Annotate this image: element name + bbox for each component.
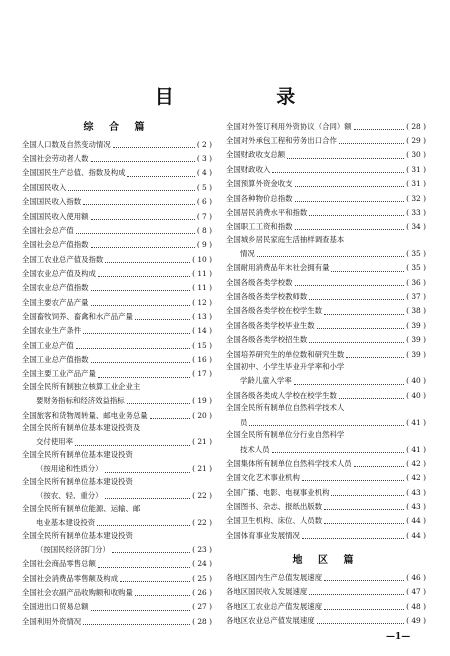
toc-entry[interactable] [226,529,426,541]
toc-entry-text: 全国国民收入使用额 [22,211,89,221]
dot-leader [91,296,191,306]
dot-leader [339,134,404,144]
toc-entry-text: 全国利用外资情况 [22,616,82,626]
toc-entry-text: 全国旅客和货物周转量、邮电业务总量 [22,410,148,420]
toc-page-number: ( 36 ) [406,277,426,287]
toc-page-number: ( 11 ) [192,283,212,293]
toc-entry-text: 全国主要工业产品产量 [22,369,96,379]
dot-leader [287,149,404,159]
toc-entry-text: 学龄儿童入学率 [240,376,292,386]
toc-entry-text: 全国畜牧饲养、畜禽和水产品产量 [22,311,133,321]
toc-entry[interactable] [226,290,426,302]
toc-entry[interactable] [22,224,212,236]
toc-entry-text: 全国初中、小学生毕业升学率和小学 [226,362,345,372]
toc-entry-text: 全国全民所有制单位基本建设投资 [22,449,133,459]
toc-page-number: ( 41 ) [406,444,426,454]
toc-entry[interactable] [226,571,426,583]
toc-entry-text: 全国进出口贸易总额 [22,602,89,612]
toc-entry-text: 全国社会总产值 [22,225,74,235]
toc-entry-text: 全国主要农产品产量 [22,297,89,307]
toc-page-number: ( 6 ) [196,197,212,207]
toc-entry[interactable] [226,389,426,401]
toc-entry-text: 全国全民所有制单位基本建设投资 [22,530,133,540]
toc-entry[interactable] [226,120,426,132]
toc-entry[interactable] [22,339,212,351]
toc-page-number: ( 34 ) [406,222,426,232]
dot-leader [97,516,190,526]
toc-entry[interactable] [226,600,426,612]
toc-entry-text: 全国社会总产值指数 [22,240,89,250]
dot-leader [120,572,190,582]
toc-left-column [22,120,212,629]
toc-page-number: ( 37 ) [406,292,426,302]
toc-entry-text: 全国居民消费水平和指数 [226,207,308,217]
toc-entry[interactable] [226,163,426,175]
toc-page-number: ( 3 ) [196,154,212,164]
dot-leader [135,586,190,596]
toc-entry-text: 全国各级各类成人学校在校学生数 [226,390,337,400]
toc-page-number: ( 43 ) [406,501,426,511]
toc-entry-text: 全国全民所有制独立核算工业企业主 [22,381,141,391]
toc-entry[interactable] [226,585,426,597]
page-number: —1— [386,632,411,642]
toc-entry-text: 全国工业总产值指数 [22,354,89,364]
toc-entry-text: 交付使用率 [36,437,73,447]
toc-entry[interactable] [22,601,212,613]
toc-entry-text: （按农、轻、重分） [36,491,103,501]
toc-entry-text: 全国文化艺术事业机构 [226,473,300,483]
toc-entry-text: 全国工农业总产值及指数 [22,254,104,264]
toc-page-number: ( 8 ) [196,225,212,235]
dot-leader [105,463,191,473]
toc-entry-text: 全国财政收支总额 [226,150,286,160]
toc-entry-text: 全国社会消费品零售额及构成 [22,573,119,583]
toc-page-number: ( 29 ) [406,136,426,146]
toc-page-number: ( 26 ) [192,588,212,598]
dot-leader [91,238,195,248]
toc-entry-text: 全国国民生产总值、指数及构成 [22,168,126,178]
dot-leader [354,120,404,130]
toc-list-right [226,120,426,541]
dot-leader [302,471,404,481]
section-heading-diqu: 地 区 篇 [292,555,360,567]
toc-page-number: ( 48 ) [406,601,426,611]
dot-leader [339,389,404,399]
toc-page-number: ( 40 ) [406,376,426,386]
toc-entry[interactable] [22,409,212,421]
toc-entry-text: 全国财政收入 [226,164,271,174]
dot-leader [98,368,190,378]
toc-entry-text: 全国农业总产值及构成 [22,268,96,278]
toc-entry-text: 全国职工工资和指数 [226,222,293,232]
toc-entry[interactable] [22,296,212,308]
toc-entry[interactable] [226,192,426,204]
dot-leader [324,500,404,510]
toc-page-number: ( 16 ) [192,354,212,364]
toc-entry[interactable] [22,543,212,555]
toc-entry[interactable] [22,394,212,406]
toc-page-number: ( 21 ) [192,464,212,474]
toc-entry-text: 全国各级各类学校教师数 [226,292,308,302]
dot-leader [75,436,190,446]
toc-page-number: ( 19 ) [192,396,212,406]
toc-page-number: ( 15 ) [192,340,212,350]
dot-leader [317,319,404,329]
toc-entry[interactable] [226,319,426,331]
toc-entry-text: 全国社会商品零售总额 [22,559,96,569]
toc-entry-text: 全国各种物价总指数 [226,193,293,203]
toc-entry[interactable] [22,463,212,475]
dot-leader [324,571,404,581]
toc-entry-text: 全国社会农副产品收购额和收购量 [22,588,133,598]
toc-page-number: ( 14 ) [192,326,212,336]
toc-entry-text: 全国体育事业发展情况 [226,530,300,540]
toc-entry[interactable] [226,177,426,189]
toc-entry[interactable] [22,253,212,265]
dot-leader [295,220,405,230]
toc-entry[interactable] [22,195,212,207]
toc-entry-text: 要财务指标和经济效益指标 [36,396,125,406]
section-heading-zonghe: 综 合 篇 [83,122,151,133]
toc-page-number: ( 35 ) [406,263,426,273]
toc-entry[interactable] [226,206,426,218]
dot-leader [309,585,404,595]
toc-entry-text: 全国全民所有制单位能源、运输、邮 [22,503,141,513]
toc-entry[interactable] [226,514,426,526]
toc-entry[interactable] [226,614,426,626]
toc-entry[interactable] [226,471,426,483]
dot-leader [354,457,404,467]
dot-leader [257,247,404,257]
dot-leader [91,353,191,363]
toc-entry[interactable] [226,305,426,317]
dot-leader [127,394,190,404]
toc-entry-text: 全国国民收入 [22,182,67,192]
toc-entry-text: 员 [240,417,248,427]
toc-page-number: ( 24 ) [192,559,212,569]
dot-leader [295,276,405,286]
toc-page-number: ( 5 ) [196,182,212,192]
toc-entry-text: 全国耐用消费品年末社会拥有量 [226,263,330,273]
toc-entry[interactable] [226,486,426,498]
toc-entry-text: （按用途和性质分） [36,464,103,474]
toc-page-number: ( 27 ) [192,602,212,612]
dot-leader [302,529,404,539]
toc-entry-text: 全国人口数及自然变动情况 [22,139,111,149]
toc-entry-text: 电业基本建设投资 [36,518,96,528]
toc-entry-text: 技术人员 [240,444,270,454]
dot-leader [317,614,404,624]
toc-entry[interactable] [226,333,426,345]
dot-leader [331,262,404,272]
toc-page-number: ( 40 ) [406,390,426,400]
toc-entry[interactable] [22,353,212,365]
dot-leader [324,305,404,315]
toc-entry[interactable] [226,375,426,387]
toc-entry[interactable] [22,489,212,501]
toc-entry-text: 全国卫生机构、床位、人员数 [226,516,323,526]
dot-leader [105,489,191,499]
toc-entry-text: 全国全民所有制单位基本建设投资及 [22,423,141,433]
toc-entry-text: 情况 [240,249,255,259]
dot-leader [295,177,405,187]
dot-leader [309,333,404,343]
toc-entry-text: 全国广播、电影、电视事业机构 [226,487,330,497]
toc-entry-text: 各地区国内生产总值发展速度 [226,572,323,582]
dot-leader [112,543,190,553]
dot-leader [83,324,190,334]
toc-entry[interactable] [22,368,212,380]
dot-leader [91,210,195,220]
toc-entry[interactable] [226,457,426,469]
toc-page-number: ( 33 ) [406,207,426,217]
toc-entry-text: 全国全民所有制单位分行业自然科学 [226,430,345,440]
toc-page-number: ( 4 ) [196,168,212,178]
toc-page-number: ( 39 ) [406,320,426,330]
toc-entry-text: 全国图书、杂志、报纸出版数 [226,501,323,511]
toc-entry-text: 全国全民所有制单位基本建设投资 [22,476,133,486]
toc-page-number: ( 31 ) [406,164,426,174]
toc-page-number: ( 39 ) [406,349,426,359]
toc-entry-text: 全国集体所有制单位自然科学技术人员 [226,458,352,468]
toc-page-number: ( 20 ) [192,410,212,420]
toc-entry-text: 全国工业总产值 [22,340,74,350]
dot-leader [135,310,190,320]
toc-entry[interactable] [226,220,426,232]
toc-page-number: ( 23 ) [192,544,212,554]
toc-page-number: ( 12 ) [192,297,212,307]
toc-page-number: ( 2 ) [196,139,212,149]
toc-page-number: ( 42 ) [406,473,426,483]
toc-entry-text: 全国各级各类学校在校学生数 [226,306,323,316]
toc-page-number: ( 35 ) [406,249,426,259]
toc-entry[interactable] [226,262,426,274]
toc-entry-text: 各地区农业总产值发展速度 [226,615,315,625]
toc-page-number: ( 46 ) [406,572,426,582]
dot-leader [113,138,195,148]
toc-page-number: ( 10 ) [192,254,212,264]
dot-leader [76,339,190,349]
toc-entry-text: （按国民经济部门分） [36,544,110,554]
toc-entry-text: 全国各级各类学校数 [226,277,293,287]
dot-leader [91,601,191,611]
dot-leader [98,558,190,568]
toc-entry[interactable] [226,500,426,512]
dot-leader [68,181,194,191]
dot-leader [324,514,404,524]
toc-page-number: ( 32 ) [406,193,426,203]
toc-page-number: ( 28 ) [406,121,426,131]
toc-page-number: ( 11 ) [192,268,212,278]
dot-leader [150,409,190,419]
toc-entry[interactable] [22,281,212,293]
toc-page-number: ( 43 ) [406,487,426,497]
dot-leader [249,416,404,426]
toc-entry-text: 全国对外签订利用外资协议（合同）额 [226,121,352,131]
dot-leader [295,192,405,202]
page-title: 目 录 [154,86,344,108]
toc-entry[interactable] [22,138,212,150]
dot-leader [331,486,404,496]
toc-entry-text: 全国农业生产条件 [22,326,82,336]
dot-leader [127,167,194,177]
toc-page-number: ( 31 ) [406,179,426,189]
toc-entry[interactable] [226,416,426,428]
toc-entry[interactable] [22,167,212,179]
toc-page-number: ( 49 ) [406,615,426,625]
toc-entry[interactable] [22,324,212,336]
dot-leader [105,253,190,263]
toc-entry[interactable] [226,348,426,360]
toc-entry-text: 各地区国民收入发展速度 [226,587,308,597]
toc-page-number: ( 38 ) [406,306,426,316]
dot-leader [294,375,404,385]
toc-entry[interactable] [226,134,426,146]
dot-leader [309,206,404,216]
toc-right-column [226,120,426,629]
toc-entry-text: 全国对外承包工程和劳务出口合作 [226,136,337,146]
toc-page-number: ( 28 ) [192,616,212,626]
toc-entry-text: 全国国民收入指数 [22,197,82,207]
toc-entry[interactable] [22,267,212,279]
dot-leader [91,152,195,162]
toc-list-left [22,138,212,627]
dot-leader [309,290,404,300]
dot-leader [91,281,191,291]
toc-page-number: ( 9 ) [196,240,212,250]
toc-page-number: ( 25 ) [192,573,212,583]
toc-entry[interactable] [22,516,212,528]
toc-page-number: ( 41 ) [406,417,426,427]
toc-page-number: ( 21 ) [192,437,212,447]
toc-entry[interactable] [22,572,212,584]
toc-page-number: ( 44 ) [406,516,426,526]
toc-entry[interactable] [226,276,426,288]
toc-page-number: ( 22 ) [192,518,212,528]
toc-entry[interactable] [226,247,426,259]
toc-entry[interactable] [22,181,212,193]
toc-page-number: ( 30 ) [406,150,426,160]
toc-entry[interactable] [22,615,212,627]
toc-entry[interactable] [22,210,212,222]
toc-entry[interactable] [22,310,212,322]
toc-entry-text: 各地区工农业总产值发展速度 [226,601,323,611]
toc-entry-text: 全国培养研究生的单位数和研究生数 [226,349,345,359]
dot-leader [98,267,190,277]
toc-page-number: ( 47 ) [406,587,426,597]
toc-entry-text: 全国各级各类学校招生数 [226,335,308,345]
toc-page-number: ( 17 ) [192,369,212,379]
dot-leader [324,600,404,610]
toc-entry[interactable] [22,238,212,250]
toc-entry-text: 全国全民所有制单位自然科学技术人 [226,403,345,413]
toc-entry[interactable] [22,558,212,570]
toc-page-number: ( 22 ) [192,491,212,501]
toc-entry[interactable] [22,586,212,598]
toc-entry[interactable] [226,443,426,455]
dot-leader [83,195,195,205]
toc-page-number: ( 42 ) [406,458,426,468]
toc-page-number: ( 7 ) [196,211,212,221]
dot-leader [346,348,404,358]
dot-leader [272,443,405,453]
toc-page-number: ( 39 ) [406,335,426,345]
dot-leader [76,224,195,234]
toc-page-number: ( 44 ) [406,530,426,540]
toc-entry-text: 全国预算外资金收支 [226,179,293,189]
toc-entry[interactable] [22,436,212,448]
toc-entry[interactable] [226,149,426,161]
toc-entry-text: 全国各级各类学校毕业生数 [226,320,315,330]
toc-entry-text: 全国城乡居民家庭生活抽样调查基本 [226,234,345,244]
toc-list-region [226,571,426,626]
dot-leader [83,615,190,625]
toc-entry-text: 全国农业总产值指数 [22,283,89,293]
dot-leader [272,163,404,173]
toc-entry[interactable] [22,152,212,164]
toc-entry-text: 全国社会劳动者人数 [22,154,89,164]
toc-page-number: ( 13 ) [192,311,212,321]
